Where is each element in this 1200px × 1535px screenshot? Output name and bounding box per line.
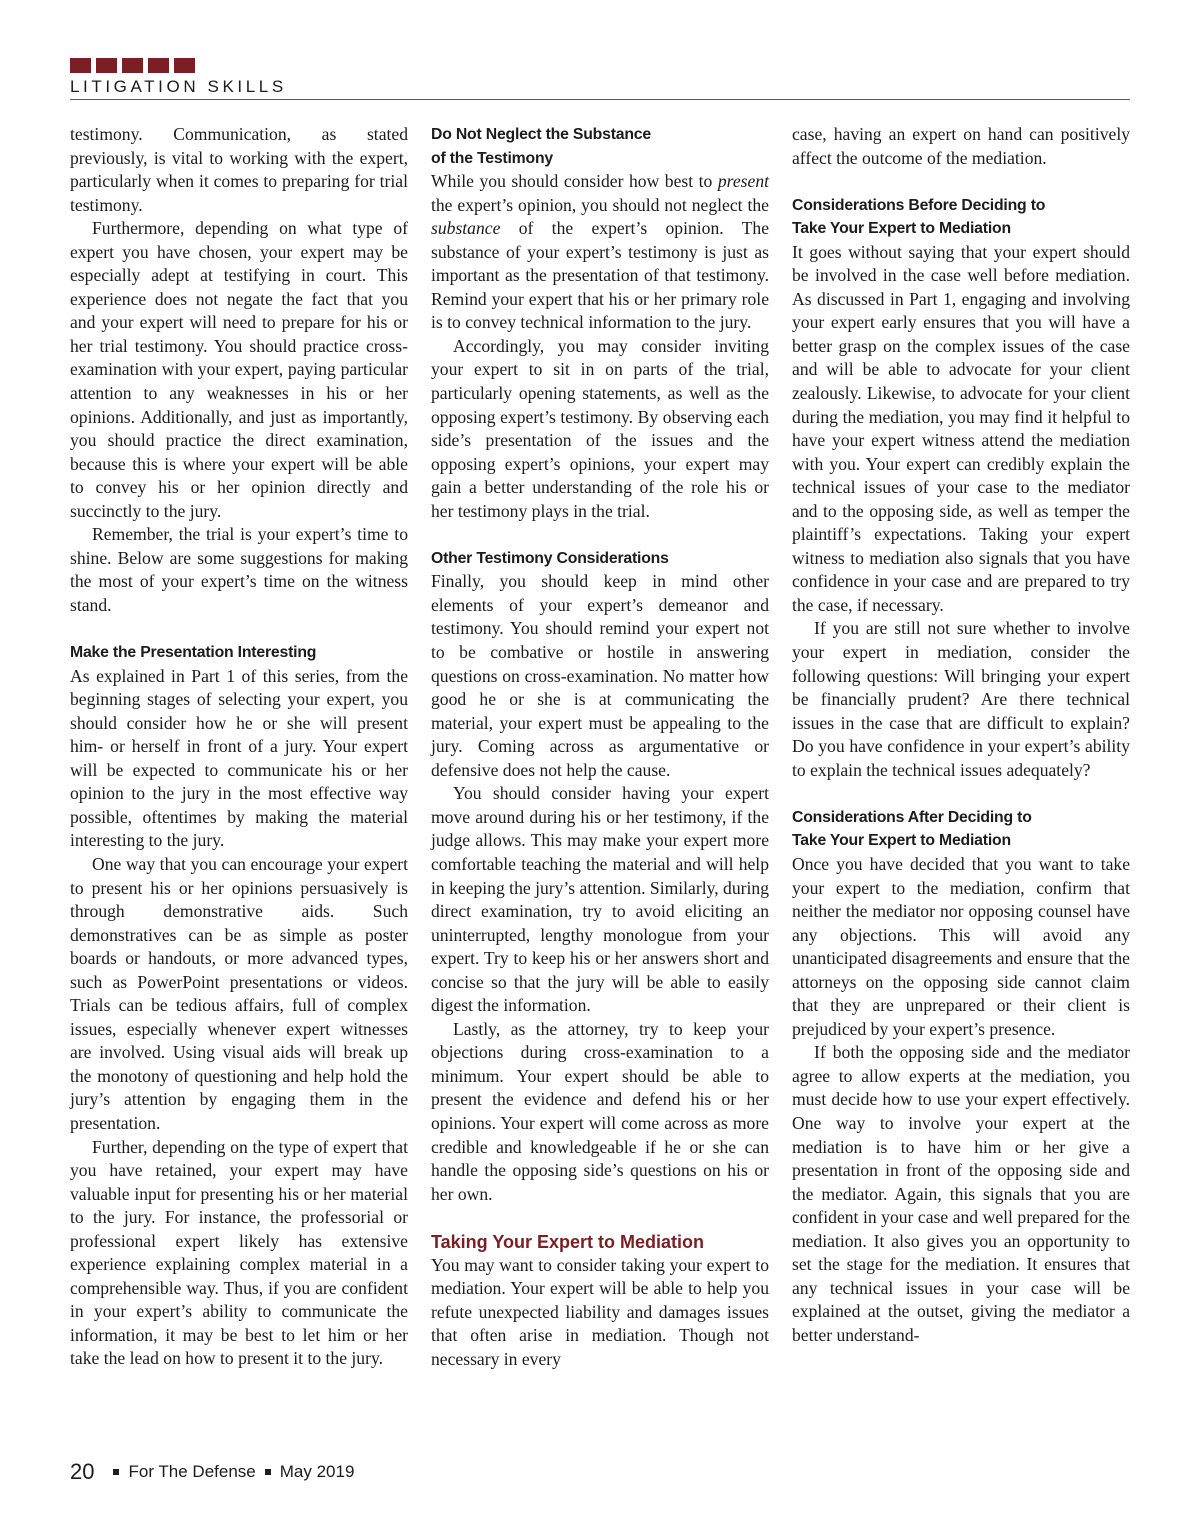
subheading: Do Not Neglect the Substance of the Testimony: [431, 126, 651, 167]
column-2: [431, 123, 769, 1371]
paragraph: You should consider having your expert move around during his or her testimony, if the judge allows. This may make your expert more comfortable teaching the material and will help in keeping the jury’s attention. Similarly, during direct examination, try to avoid eliciting an uninterrupted, lengthy monologue from your expert. Try to keep his or her answers short and concise so that the jury will be able to easily digest the information.: [431, 783, 769, 1016]
page-header: [70, 58, 1130, 100]
paragraph: Furthermore, depending on what type of expert you have chosen, your expert may be especially adept at testifying in court. This experience does not negate the fact that you and your expert will need to prepare for his or her trial testimony. You should practice cross-examination with your expert, paying particular attention to any weaknesses in his or her opinions. Additionally, and just as importantly, you should practice the direct examination, because this is where your expert will be able to convey his or her opinion directly and succinctly to the jury.: [70, 218, 408, 521]
subheading: Other Testimony Considerations: [431, 549, 669, 567]
section-marker-squares: [70, 58, 1130, 73]
publication-name: For The Defense: [128, 1462, 256, 1481]
paragraph: Further, depending on the type of expert that you have retained, your expert may have valuable input for presenting his or her material to the jury. For instance, the professorial or professional expert likely has extensive experience explaining complex material in a comprehensible way. Thus, if you are confident in your expert’s ability to communicate the information, it may be best to let him or her take the lead on how to present it to the jury.: [70, 1136, 408, 1369]
column-1: [70, 123, 408, 1371]
paragraph: It goes without saying that your expert should be involved in the case well before mediation. As discussed in Part 1, engaging and involving your expert early ensures that you will have a better grasp on the complex issues of the case and will be able to advocate for your client zealously. Likewise, to advocate for your client during the mediation, you may find it helpful to have your expert witness attend the mediation with you. Your expert can credibly explain the technical issues of your case to the mediator and to the opposing side, as well as temper the plaintiff’s expectations. Taking your expert witness to mediation also signals that you have confidence in your case and are prepared to try the case, if necessary.: [792, 241, 1130, 615]
paragraph: If you are still not sure whether to involve your expert in mediation, consider the following questions: Will bringing your expert be financially prudent? Are there technical issues in the case that are difficult to explain? Do you have confidence in your expert’s ability to explain the technical issues adequately?: [792, 618, 1130, 780]
paragraph: You may want to consider taking your expert to mediation. Your expert will be able to help you refute unexpected liability and damages issues that often arise in mediation. Though not necessary in every: [431, 1254, 769, 1369]
paragraph: case, having an expert on hand can positively affect the outcome of the mediation.: [792, 124, 1130, 168]
paragraph: testimony. Communication, as stated previously, is vital to working with the expert, particularly when it comes to preparing for trial testimony.: [70, 124, 408, 215]
paragraph: One way that you can encourage your expert to present his or her opinions persuasively is through demonstrative aids. Such demonstratives can be as simple as poster boards or handouts, or more advanced types, such as PowerPoint presentations or videos. Trials can be tedious affairs, full of complex issues, especially whenever expert witnesses are involved. Using visual aids will break up the monotony of questioning and help hold the jury’s attention by engaging them in the presentation.: [70, 853, 408, 1133]
paragraph: Lastly, as the attorney, try to keep your objections during cross-examination to a minimum. Your expert should be able to present the evidence and defend his or her opinions. Your expert will come across as more credible and knowledgeable if he or she can handle the opposing side’s questions on his or her own.: [431, 1018, 769, 1204]
bullet-icon: [265, 1469, 271, 1475]
column-3: [792, 123, 1130, 1347]
issue-date: May 2019: [279, 1462, 355, 1481]
header-rule: [70, 99, 1130, 100]
section-label: LITIGATION SKILLS: [70, 77, 287, 96]
subheading: Considerations After Deciding to Take Your Expert to Mediation: [792, 808, 1032, 850]
page-footer: [70, 1459, 354, 1485]
paragraph: While you should consider how best to present the expert’s opinion, you should not neglect the substance of the expert’s opinion. The substance of your expert’s testimony is just as important as the presentation of that testimony. Remind your expert that his or her primary role is to convey technical information to the jury.: [431, 171, 769, 333]
bullet-icon: [113, 1469, 119, 1475]
page-number: 20: [70, 1459, 95, 1484]
paragraph: As explained in Part 1 of this series, from the beginning stages of selecting your expert, you should consider how he or she will present him- or herself in front of a jury. Your expert will be expected to communicate his or her opinion to the jury in the most effective way possible, oftentimes by making the material interesting to the jury.: [70, 665, 408, 851]
paragraph: Once you have decided that you want to take your expert to the mediation, confirm that neither the mediator nor opposing counsel have any objections. This will avoid any unanticipated disagreements and ensure that the attorneys on the opposing side cannot claim that they are unprepared or their client is prejudiced by your expert’s presence.: [792, 853, 1130, 1039]
subheading: Make the Presentation Interesting: [70, 644, 317, 662]
section-heading: Taking Your Expert to Mediation: [431, 1231, 705, 1252]
paragraph: Finally, you should keep in mind other elements of your expert’s demeanor and testimony. You should remind your expert not to be combative or hostile in answering questions on cross-examination. No matter how good he or she is at communicating the material, your expert must be appealing to the jury. Coming across as argumentative or defensive does not help the cause.: [431, 571, 769, 780]
paragraph: Remember, the trial is your expert’s time to shine. Below are some suggestions for making the most of your expert’s time on the witness stand.: [70, 524, 408, 615]
paragraph: If both the opposing side and the mediator agree to allow experts at the mediation, you must decide how to use your expert effectively. One way to involve your expert at the mediation is to have him or her give a presentation in front of the opposing side and the mediator. Again, this signals that you are confident in your case and well prepared for the mediation. It also gives you an opportunity to set the stage for the mediation. It ensures that any technical issues in your case will be explained at the outset, giving the mediator a better understand-: [792, 1042, 1130, 1345]
paragraph: Accordingly, you may consider inviting your expert to sit in on parts of the trial, particularly opening statements, as well as the opposing expert’s testimony. By observing each side’s presentation of the issues and the opposing expert’s opinions, your expert may gain a better understanding of the role his or her testimony plays in the trial.: [431, 335, 769, 521]
subheading: Considerations Before Deciding to Take Your Expert to Mediation: [792, 196, 1046, 238]
